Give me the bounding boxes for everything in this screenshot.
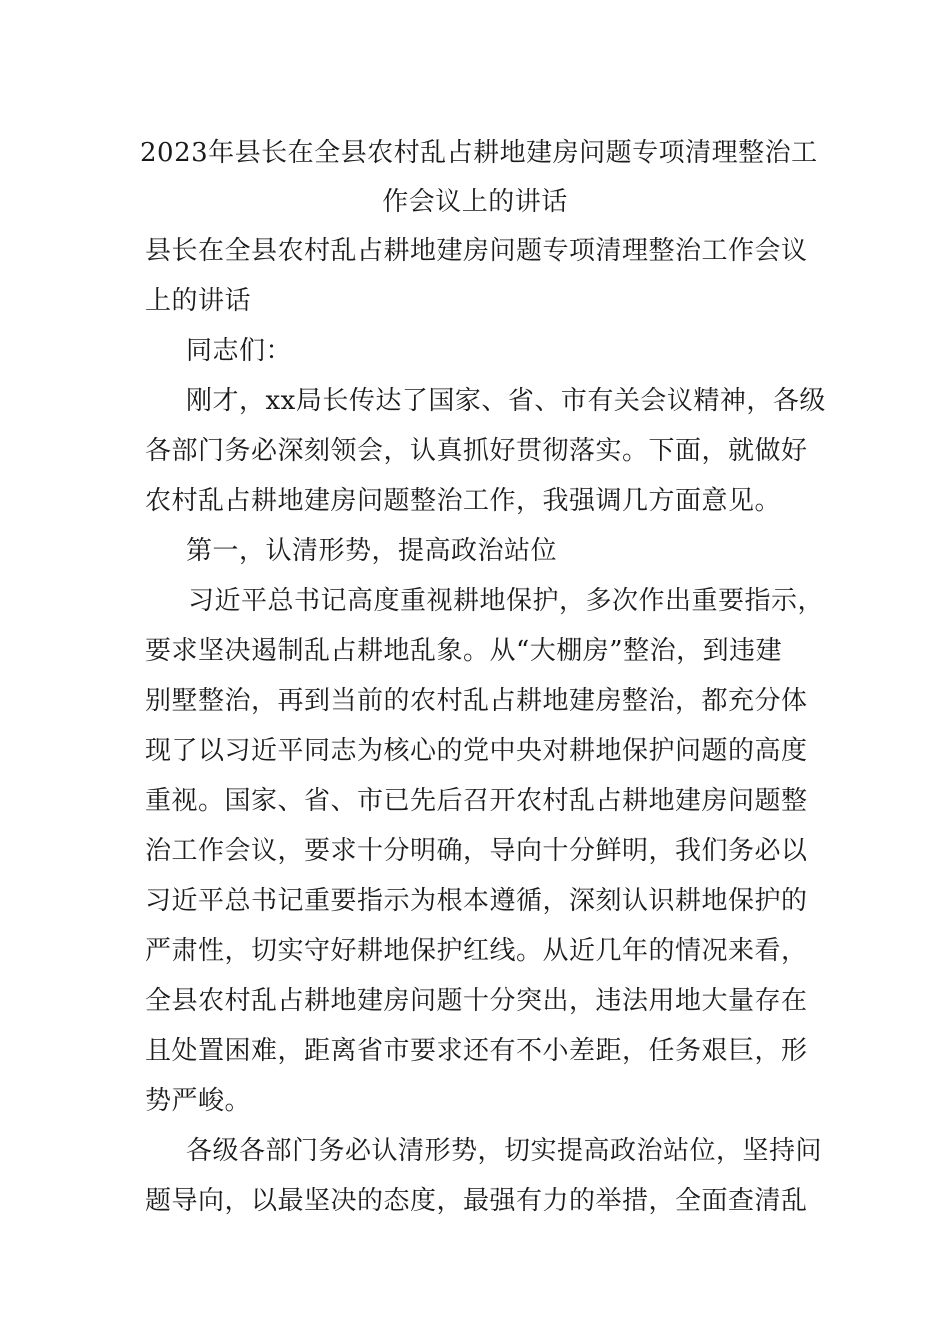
subtitle-line-2: 上的讲话 — [145, 286, 252, 316]
paragraph-line: 严肃性，切实守好耕地保护红线。从近几年的情况来看， — [145, 936, 808, 966]
paragraph-line: 势严峻。 — [145, 1086, 252, 1116]
paragraph-line: 要求坚决遏制乱占耕地乱象。从“大棚房”整治，到违建 — [145, 636, 783, 666]
document-title-line-1: 2023年县长在全县农村乱占耕地建房问题专项清理整治工 — [140, 138, 818, 168]
paragraph-line: 现了以习近平同志为核心的党中央对耕地保护问题的高度 — [145, 736, 808, 766]
subtitle-line-1: 县长在全县农村乱占耕地建房问题专项清理整治工作会议 — [145, 236, 808, 266]
paragraph-line: 重视。国家、省、市已先后召开农村乱占耕地建房问题整 — [145, 786, 808, 816]
paragraph-line: 农村乱占耕地建房问题整治工作，我强调几方面意见。 — [145, 486, 782, 516]
paragraph-line: 且处置困难，距离省市要求还有不小差距，任务艰巨，形 — [145, 1036, 808, 1066]
salutation: 同志们： — [186, 336, 293, 366]
paragraph-line: 刚才，xx局长传达了国家、省、市有关会议精神，各级 — [186, 386, 826, 416]
paragraph-line: 治工作会议，要求十分明确，导向十分鲜明，我们务必以 — [145, 836, 808, 866]
document-title-line-2: 作会议上的讲话 — [382, 187, 568, 217]
paragraph-line: 习近平总书记重要指示为根本遵循，深刻认识耕地保护的 — [145, 886, 808, 916]
paragraph-line: 别墅整治，再到当前的农村乱占耕地建房整治，都充分体 — [145, 686, 808, 716]
section-heading: 第一，认清形势，提高政治站位 — [186, 536, 558, 566]
paragraph-line: 全县农村乱占耕地建房问题十分突出，违法用地大量存在 — [145, 986, 808, 1016]
paragraph-line: 题导向，以最坚决的态度，最强有力的举措，全面查清乱 — [145, 1186, 808, 1216]
paragraph-line: 各部门务必深刻领会，认真抓好贯彻落实。下面，就做好 — [145, 436, 808, 466]
paragraph-line: 各级各部门务必认清形势，切实提高政治站位，坚持问 — [186, 1136, 823, 1166]
paragraph-line: 习近平总书记高度重视耕地保护，多次作出重要指示， — [188, 586, 825, 616]
